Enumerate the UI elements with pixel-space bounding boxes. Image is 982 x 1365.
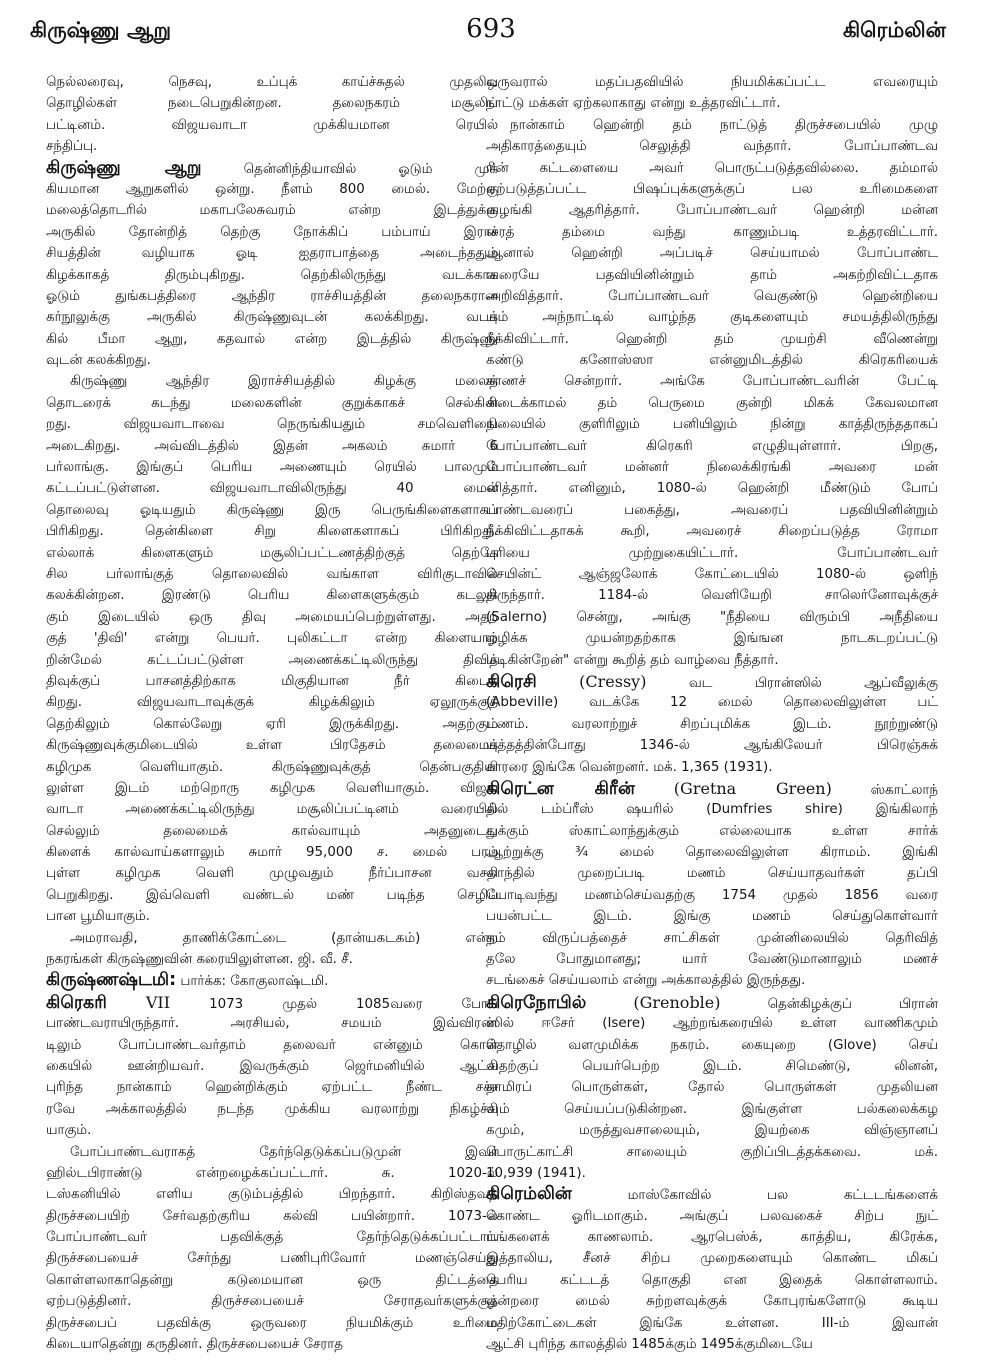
text-line: கிறது. விஜயவாடாவுக்குக் கிழக்கிலும் ஏலூருக்குத் (46, 695, 498, 711)
page-header (0, 0, 982, 52)
text-line (46, 992, 498, 1013)
text-line: கழிமுக வெளியாகும். கிருஷ்ணுவுக்குத் தென்பகுதியி (46, 759, 498, 775)
text-line: தொடரைக் கடந்து மலைகளின் குறுக்காகச் செல்கின் (46, 395, 498, 411)
text-line: டஸ்கனியில் எளிய குடும்பத்தில் பிறந்தார். கிறிஸ்தவத் (46, 1187, 498, 1203)
paragraph (46, 371, 498, 927)
entry-latin-name: (Cressy) (579, 671, 647, 691)
text-line: மடிகின்றேன்" என்று கூறித் தம் வாழ்வை நீத்தார். (486, 652, 779, 668)
text-line: செயின்ட் ஆஞ்ஜலோக் கோட்டையில் 1080-ல் ஒளிந் (486, 566, 938, 582)
text-line: சியத்தின் வழியாக ஓடி ஐதராபாத்தை அடைந்ததும் (46, 246, 498, 262)
text-line: கையில் ஊன்றியவர். இவருக்கும் ஜெர்மனியில் ஆட்சி (46, 1058, 498, 1074)
text-line: இத்தாலிய, சீனச் சிற்ப முறைகளையும் கொண்ட மிகப் (486, 1251, 938, 1267)
page-number: 693 (466, 14, 516, 44)
text-line: குத் 'திவி' என்று பெயர். புலிகட்டா என்ற கிளையாற் (46, 631, 498, 647)
text-line: யாகும். (46, 1123, 92, 1139)
text-line: கமும், மருத்துவசாலையும், இயற்கை விஞ்ஞானப் (486, 1123, 938, 1139)
text-line: திருச்சபையைச் சேர்ந்து பணிபுரிவோர் மணஞ்செய்து (46, 1251, 498, 1267)
entry (46, 992, 498, 1142)
entry-latin-name: (Gretna Green) (673, 778, 832, 798)
text-line: ஒழிக்க முயன்றதற்காக இங்ஙன நாடகடறப்பட்டு (486, 631, 938, 647)
text-line: கட்டப்பட்டுள்ளன. விஜயவாடாவிலிருந்து 40 மைல் (46, 481, 498, 497)
text-line: பெரிய கட்டடத் தொகுதி என இதைக் கொள்ளலாம். (486, 1272, 938, 1288)
text-line: புள்ள கழிமுக வெளி முழுவதும் நீர்ப்பாசன வசதி (46, 866, 498, 882)
text-line: பெறுகிறது. இவ்வெளி வண்டல் மண் படிந்த செழிப் (46, 887, 498, 903)
text-line: கிடையாதென்று கருதினர். திருச்சபையைச் சேராத (46, 1337, 344, 1353)
entry-headword: கிரெம்லின் (486, 1184, 572, 1205)
text-line: பாண்டவரைப் பகைத்து, அவரைப் பதவியினின்றும் (486, 502, 938, 518)
entry-latin-name: (Grenoble) (633, 992, 721, 1012)
text-line: கர்நூலுக்கு அருகில் கிருஷ்ணுவுடன் கலக்கிறது. வடக் (46, 310, 498, 326)
text-line: 10,939 (1941). (486, 1165, 586, 1181)
text-line: ஹில்டபிராண்டு என்றழைக்கப்பட்டார். சு. 1020-ல் (46, 1165, 498, 1181)
paragraph (486, 72, 938, 115)
text-line: வுடன் கலக்கிறது. (46, 353, 151, 369)
text-line: போப்பாண்டவர் கிரெகரி எழுதியுள்ளார். பிறகு, (486, 438, 938, 454)
text-line: றின்மேல் கட்டப்பட்டுள்ள அணைக்கட்டிலிருந்து திவித் (46, 652, 498, 668)
text-line: கியமான ஆறுகளில் ஒன்று. நீளம் 800 மைல். மேற்கு (46, 181, 498, 197)
text-line: வதற்குப் பெயர்பெற்ற இடம். சிமெண்டு, லினன், (486, 1058, 938, 1074)
text-line: புரியை முற்றுகையிட்டார். போப்பாண்டவர் (486, 545, 938, 561)
text-line: திருச்சபைப் பதவிக்கு ஒருவரை நியமிக்கும் உரிமை (46, 1315, 498, 1331)
text-line: யோடிவந்து மணம்செய்வதற்கு 1754 முதல் 1856 வரை (486, 887, 938, 903)
text-line: ஏற்படுத்தப்பட்ட பிஷப்புக்களுக்குப் பல உரிமைகளை (486, 181, 938, 197)
entry (46, 970, 498, 991)
text-line: ஒன்றரை மைல் சுற்றளவுக்குக் கோபுரங்களோடு கூடிய (486, 1294, 938, 1310)
text-line: சந்திப்பு. (46, 139, 98, 155)
line-text: தென்னிந்தியாவில் ஓடும் முக் (243, 161, 498, 177)
text-line: மலைத்தொடரில் மகாபலேசுவரம் என்ற இடத்துக்கு (46, 203, 498, 219)
text-line: ஆட்சி புரிந்த காலத்தில் 1485க்கும் 1495க்குமிடையே (486, 1337, 813, 1353)
text-line: வும் செய்யப்படுகின்றன. இங்குள்ள பல்கலைக்கழ (486, 1101, 938, 1117)
line-text: 1073 முதல் 1085வரை போப் (209, 996, 498, 1012)
right-column (486, 72, 938, 1357)
text-line: அதிகாரத்தையும் செலுத்தி வந்தார். போப்பாண்டவ (486, 139, 938, 155)
text-line: ஆற்றுக்கு ¾ மைல் தொலைவிலுள்ள கிராமம். இங்கி (486, 845, 938, 861)
text-line: லாந்தில் முறைப்படி மணம் செய்யாதவர்கள் தப்பி (486, 866, 938, 882)
text-line: ஏற்படுத்தினர். திருச்சபையைச் சேராதவர்களுக்குத் (46, 1294, 498, 1310)
text-line: காரரை இங்கே வென்றனர். மக். 1,365 (1931). (486, 759, 773, 775)
text-line: டிலும் போப்பாண்டவர்தாம் தலைவர் என்னும் கொள் (46, 1037, 498, 1053)
text-line: தொழில்கள் நடைபெறுகின்றன. தலைநகரம் மசூலிப் (46, 96, 498, 112)
text-line: நீக்கிவிட்டதாகக் கூறி, அவரைச் சிறைப்படுத்த ரோமா (486, 524, 938, 540)
paragraph (46, 928, 498, 971)
text-line: தாமிரப் பொருள்கள், தோல் பொருள்கள் முதலியன (486, 1080, 938, 1096)
text-line: பாண்டவராயிருந்தார். அரசியல், சமயம் இவ்விரண் (46, 1016, 498, 1032)
text-line: ரைத் தம்மை வந்து காணும்படி உத்தரவிட்டார். (486, 224, 938, 240)
entry-latin-name: VII (145, 992, 171, 1012)
text-line: அருகில் தோன்றித் தெற்கு நோக்கிப் பம்பாய் இராச் (46, 224, 498, 240)
text-line: திருச்சபையிற் சேர்வதற்குரிய கல்வி பயின்றார். 1073-ல் (46, 1208, 498, 1224)
text-line: கிழக்காகத் திரும்புகிறது. தெற்கிலிருந்து வடக்காக (46, 267, 498, 283)
text-line (486, 778, 938, 799)
entry (486, 992, 938, 1185)
running-head-right: கிரெம்லின் (842, 18, 946, 42)
text-line: ஆனால் ஹென்றி அப்படிச் செய்யாமல் போப்பாண்ட (486, 246, 938, 262)
text-line: போப்பாண்டவர் பதவிக்குத் தேர்ந்தெடுக்கப்பட்டார். (46, 1230, 498, 1246)
running-head-left: கிருஷ்ணு ஆறு (30, 18, 172, 42)
text-line: காணச் சென்றார். அங்கே போப்பாண்டவரின் பேட்டி (486, 374, 938, 390)
text-line: தொலைவு ஓடியதும் கிருஷ்ணு இரு பெருங்கிளைகளாகப் (46, 502, 498, 518)
text-line: திருந்தார். 1184-ல் வெளியேறி சாலெர்னோவுக்குச் (486, 588, 938, 604)
text-line: அடைகிறது. அவ்விடத்தில் இதன் அகலம் சுமார் 6 (46, 438, 498, 454)
text-line: அறிவித்தார். போப்பாண்டவர் வெகுண்டு ஹென்றியை (486, 288, 938, 304)
text-line: கும் இடையில் ஒரு திவு அமையப்பெற்றுள்ளது. அதற் (46, 609, 498, 625)
text-line: எல்லாக் கிளைகளும் மசூலிப்பட்டணத்திற்குத் தெற்கே (46, 545, 498, 561)
text-line (486, 992, 938, 1013)
text-line: நாட்டு மக்கள் ஏற்கலாகாது என்று உத்தரவிட்டார். (486, 96, 781, 112)
text-line: லுள்ள இடம் மற்றொரு கழிமுக வெளியாகும். விஜய (46, 780, 498, 796)
text-line: சடங்கைச் செய்யலாம் என்று அக்காலத்தில் இருந்தது. (486, 973, 806, 989)
text-line: கலக்கின்றன. இரண்டு பெரிய கிளைகளுக்கும் கடலுக் (46, 588, 498, 604)
text-line: ரின் கட்டளையை அவர் பொருட்படுத்தவில்லை. தம்மால் (486, 160, 938, 176)
paragraph (46, 1142, 498, 1356)
entry-headword: கிருஷ்ணஷ்டமி: (46, 970, 177, 991)
text-line: புரிந்த நான்காம் ஹென்றிக்கும் ஏற்பட்ட நீண்ட சச்ச (46, 1080, 498, 1096)
text-line: கொள்ளலாகாதென்று கடுமையான ஒரு திட்டத்தை (46, 1272, 498, 1288)
text-line: ஒருவரால் மதப்பதவியில் நியமிக்கப்பட்ட எவரையும் (486, 75, 938, 90)
text-line: னித்தார். எனினும், 1080-ல் ஹென்றி மீண்டும் போப் (486, 481, 938, 497)
text-line: நெல்லரைவு, நெசவு, உப்புக் காய்ச்சுதல் முதலிய (46, 75, 498, 90)
entry-headword: கிருஷ்ணு ஆறு (46, 157, 202, 178)
entry-headword: கிரெசி (486, 671, 537, 692)
text-line: கொண்ட ஓரிடமாகும். அங்குப் பலவகைச் சிற்ப நுட் (486, 1208, 938, 1224)
text-line: நான்காம் ஹென்றி தம் நாட்டுத் திருச்சபையில் முழு (510, 117, 938, 133)
text-line: கிருஷ்ணுவுக்குமிடையில் உள்ள பிரதேசம் தலைமைக் (46, 738, 498, 754)
text-line: ஓடும் துங்கபத்திரை ஆந்திர ராச்சியத்தின் தலைநகரான (46, 288, 498, 304)
paragraph (46, 72, 498, 158)
text-line: நிலையில் குளிரிலும் பனியிலும் நின்று காத்திருந்ததாகப் (486, 417, 938, 433)
line-text: பார்க்க: கோகுலாஷ்டமி. (180, 974, 329, 990)
paragraph (486, 115, 938, 671)
text-line: தொழில் வளமுமிக்க நகரம். கையுறை (Glove) செய் (486, 1037, 938, 1053)
line-text: தென்கிழக்குப் பிரான் (767, 996, 938, 1012)
text-line: வாடா அணைக்கட்டிலிருந்து மசூலிப்பட்டினம் வரையில் (46, 802, 498, 818)
text-line: பொருட்காட்சி சாலையும் குறிப்பிடத்தக்கவை. மக். (486, 1144, 938, 1160)
text-line: கிடைக்காமல் தம் பெருமை குன்றி மிகக் கேவலமான (486, 395, 938, 411)
text-line: தில் டம்ப்ரீஸ் ஷயரில் (Dumfries shire) இங்கிலாந் (486, 802, 938, 818)
text-line: வழங்கி ஆதரித்தார். போப்பாண்டவர் ஹென்றி மன்ன (486, 203, 938, 219)
text-line (46, 970, 498, 991)
entry (486, 1184, 938, 1355)
text-line (486, 671, 938, 692)
line-text: ஸ்காட்லாந் (870, 782, 938, 798)
entry-headword: கிரெகரி (46, 992, 107, 1013)
entry-headword: கிரெட்ன கிரீன் (486, 778, 635, 799)
text-line: யும் அந்நாட்டில் வாழ்ந்த குடிகளையும் சமயத்திலிருந்து (486, 310, 938, 326)
text-line: (Salerno) சென்று, அங்கு "நீதியை விரும்பி அநீதியை (486, 609, 938, 625)
text-line: கில் பீமா ஆறு, கதவால் என்ற இடத்தில் கிருஷ்ணு (46, 331, 498, 347)
entry (46, 158, 498, 372)
text-line: (Abbeville) வடக்கே 12 மைல் தொலைவிலுள்ள பட் (486, 695, 938, 711)
text-line: றது. விஜயவாடாவை நெருங்கியதும் சமவெளியை (46, 417, 498, 433)
text-line: ஸில் ஈசேர் (Isere) ஆற்றங்கரையில் உள்ள வாணிகமும் (486, 1016, 938, 1032)
text-line: நகரங்கள் கிருஷ்ணுவின் கரையிலுள்ளன. ஜி. வீ. சீ. (46, 952, 353, 968)
text-line: பர்லாங்கு. இங்குப் பெரிய அணையும் ரெயில் பாலமும் (46, 460, 498, 476)
text-line: யுத்தத்தின்போது 1346-ல் ஆங்கிலேயர் பிரெஞ்சுக் (486, 738, 938, 754)
text-line: துக்கும் ஸ்காட்லாந்துக்கும் எல்லையாக உள்ள சார்க் (486, 823, 938, 839)
text-line: தலே போதுமானது; யார் வேண்டுமானாலும் மணச் (486, 952, 938, 968)
text-line: ரவே அக்காலத்தில் நடந்த முக்கிய வரலாற்று நிகழ்ச்சி (46, 1101, 498, 1117)
text-line: செல்லும் தலைமைக் கால்வாயும் அதனுடைய (46, 823, 498, 839)
line-text: வட பிரான்ஸில் ஆப்வீலுக்கு (688, 675, 938, 691)
text-line: மதிற்கோட்டைகள் இங்கே உள்ளன. III-ம் இவான் (486, 1315, 938, 1331)
text-line: பயன்பட்ட இடம். இங்கு மணம் செய்துகொள்வார் (486, 909, 938, 925)
text-line: பிரிகிறது. தென்கிளை சிறு கிளைகளாகப் பிரிகிறது. (46, 524, 498, 540)
text-line: பான பூமியாகும். (46, 909, 151, 925)
text-line: தெற்கிலும் கொல்லேறு ஏரி இருக்கிறது. அதற்கும் (46, 716, 498, 732)
text-line: டணம். வரலாற்றுச் சிறப்புமிக்க இடம். நூற்றுண்டு (486, 716, 938, 732)
text-line: பங்களைக் காணலாம். ஆரபெஸ்க், காத்திய, கிரேக்க, (486, 1230, 938, 1246)
text-line: போப்பாண்டவராகத் தேர்ந்தெடுக்கப்படுமுன் இவர் (70, 1144, 498, 1160)
text-line: சில பர்லாங்குத் தொலைவில் வங்காள விரிகுடாவில் (46, 566, 498, 582)
text-line: போப்பாண்டவர் மன்னர் நிலைக்கிரங்கி அவரை மன் (486, 460, 938, 476)
entry (486, 671, 938, 778)
entry (486, 778, 938, 992)
text-line: திவுக்குப் பாசனத்திற்காக மிகுதியான நீர் கிடைக் (46, 673, 498, 689)
entry-headword: கிரெநோபில் (486, 992, 587, 1013)
text-line: கிளைக் கால்வாய்களாலும் சுமார் 95,000 ச. மைல் பரப் (46, 845, 498, 861)
text-line (486, 1184, 938, 1205)
text-line: கிருஷ்ணு ஆந்திர இராச்சியத்தில் கிழக்கு மலைத் (70, 374, 498, 390)
text-line: பட்டினம். விஜயவாடா முக்கியமான ரெயில் (46, 117, 498, 133)
text-line: கண்டு கனோஸ்ஸா என்னுமிடத்தில் கிரெகரியைக் (486, 353, 938, 369)
line-text: மாஸ்கோவில் பல கட்டடங்களைக் (627, 1188, 938, 1204)
text-line (46, 158, 498, 179)
text-line: வரையே பதவியினின்றும் தாம் அகற்றிவிட்டதாக (486, 267, 938, 283)
text-line: நீக்கிவிட்டார். ஹென்றி தம் முயற்சி வீணென்று (486, 331, 938, 347)
text-line: தம் விருப்பத்தைச் சாட்சிகள் முன்னிலையில் தெரிவித் (486, 930, 938, 946)
text-line: அமராவதி, தாணிக்கோட்டை (தான்யகடகம்) என்ற (70, 930, 498, 946)
left-column (46, 72, 498, 1357)
